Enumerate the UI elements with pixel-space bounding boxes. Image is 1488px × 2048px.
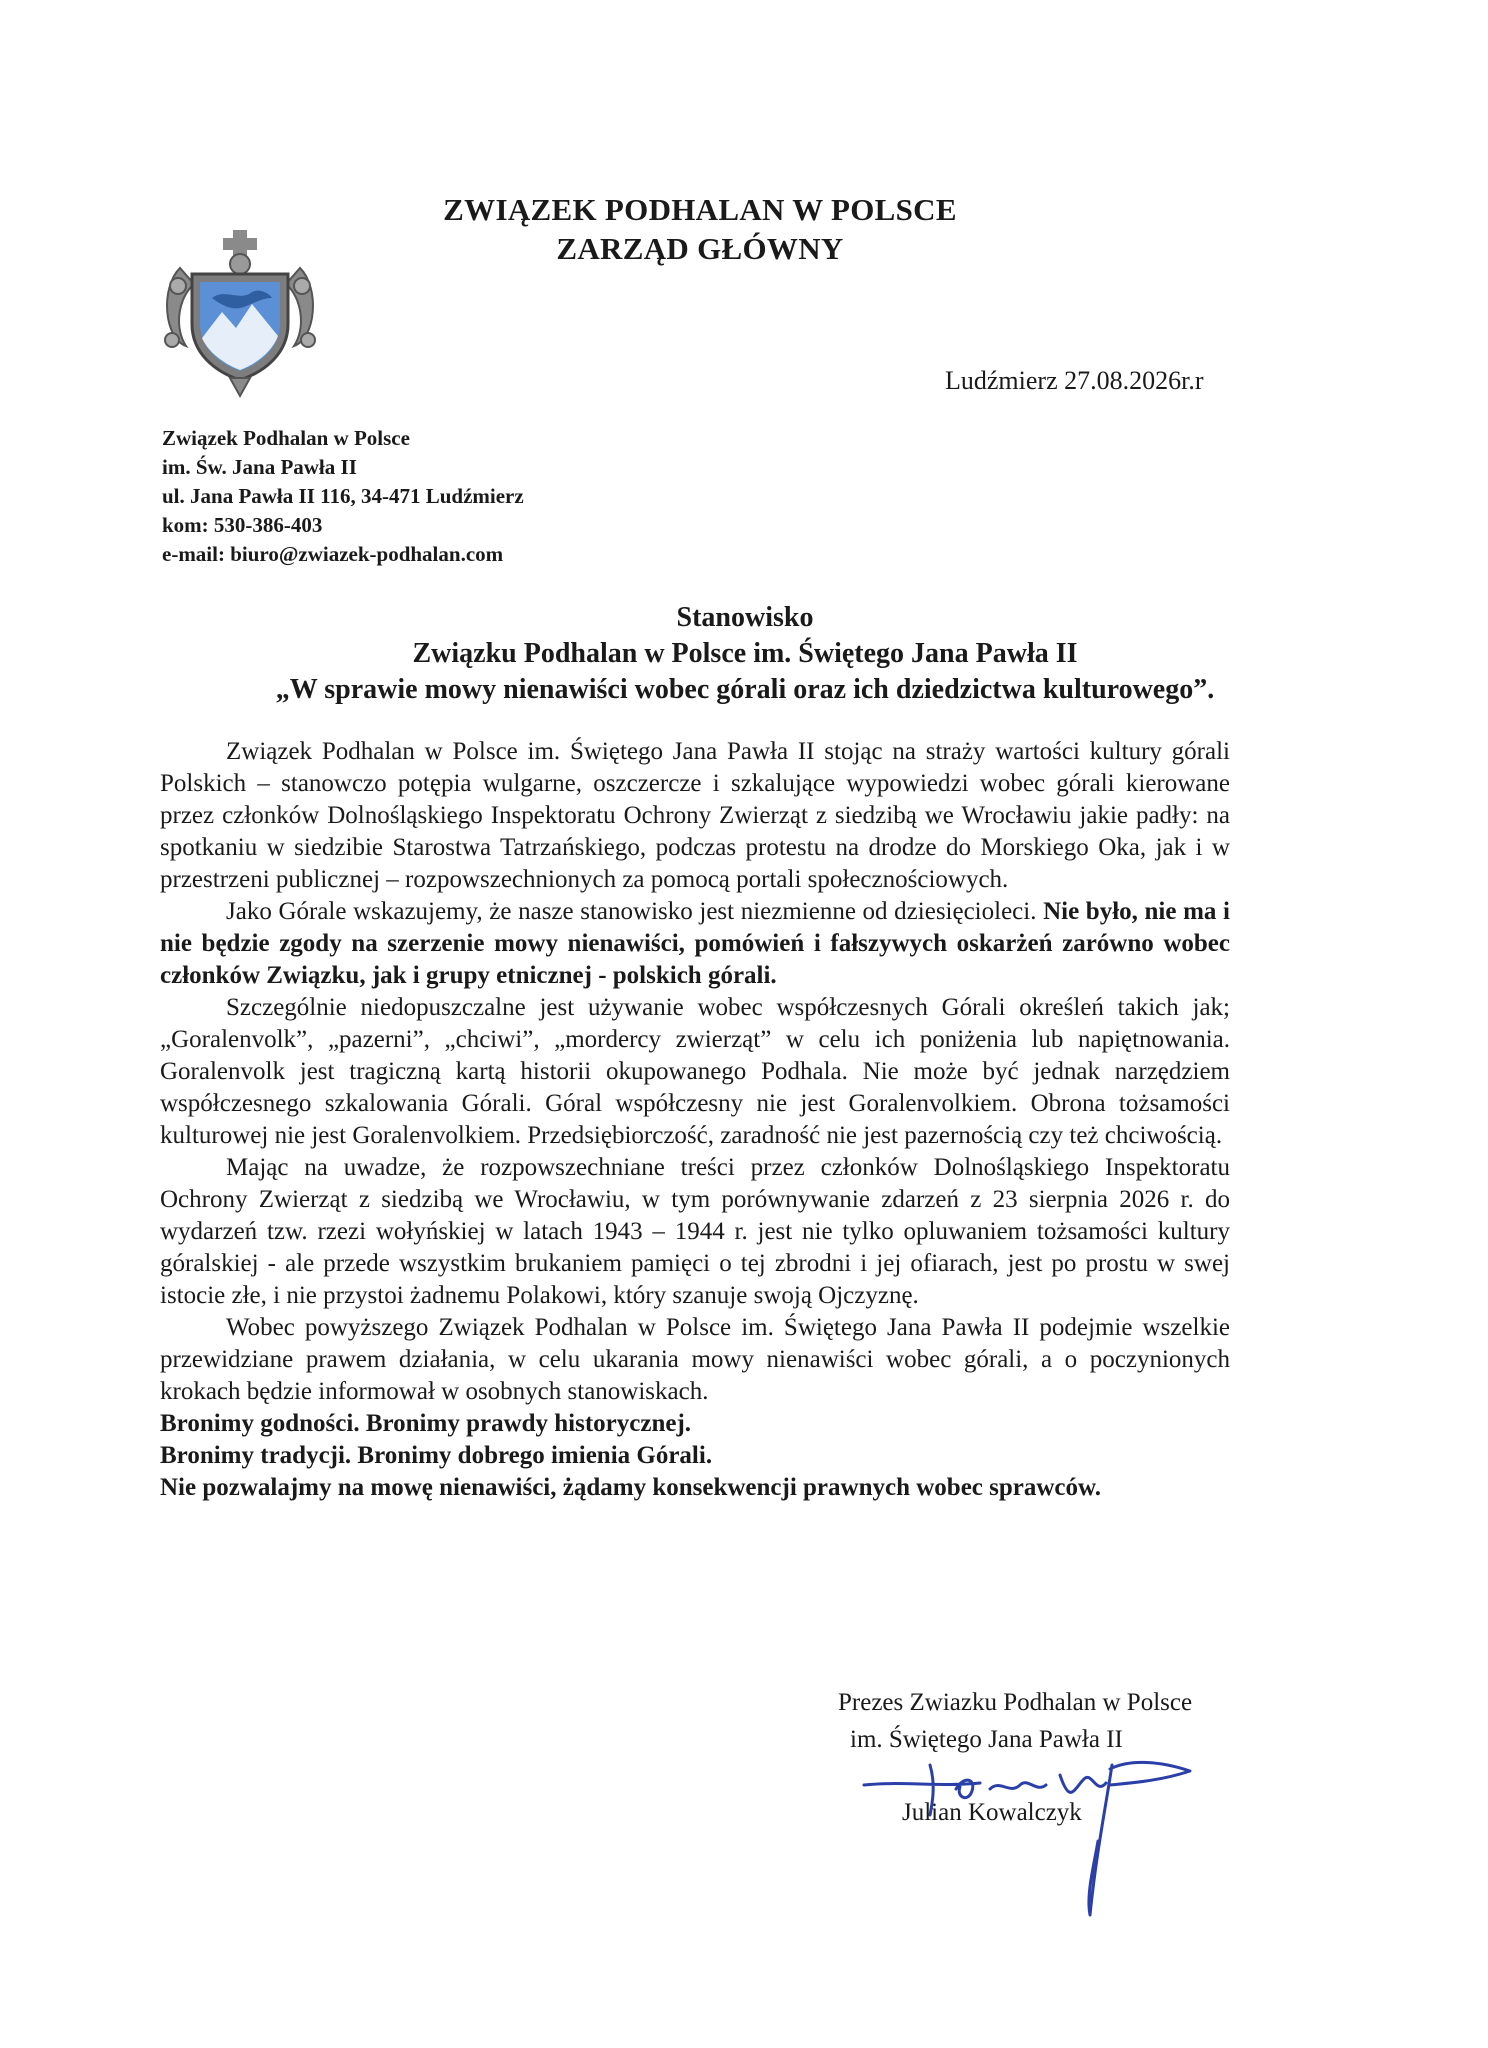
closing-line-2: Bronimy tradycji. Bronimy dobrego imienia Górali. bbox=[160, 1442, 713, 1469]
crest-logo-icon bbox=[160, 228, 320, 398]
closing-line-1: Bronimy godności. Bronimy prawdy historycznej. bbox=[160, 1410, 692, 1437]
sender-patron: im. Św. Jana Pawła II bbox=[162, 455, 357, 479]
signatory-patron: im. Świętego Jana Pawła II bbox=[850, 1726, 1123, 1753]
statement-heading bbox=[160, 600, 1330, 708]
closing-slogans bbox=[160, 1408, 1230, 1504]
signatory-name: Julian Kowalczyk bbox=[902, 1799, 1082, 1826]
sender-street: ul. Jana Pawła II 116, 34-471 Ludźmierz bbox=[162, 484, 524, 508]
statement-author: Związku Podhalan w Polsce im. Świętego Jana Pawła II bbox=[412, 638, 1078, 669]
sender-address-block bbox=[162, 424, 524, 569]
body-paragraph-4: Mając na uwadze, że rozpowszechniane treści przez członków Dolnośląskiego Inspektoratu Ochrony Zwierząt z siedzibą we Wrocławiu, w tym porównywanie zdarzeń z 23 sierpnia 2026 r. do wydarzeń tzw. rzezi wołyńskiej w latach 1943 – 1944 r. jest nie tylko opluwaniem tożsamości kultury góralskiej - ale przede wszystkim brukaniem pamięci o tej zbrodni i jej ofiarach, jest po prostu w swej istocie złe, i nie przystoi żadnemu Polakowi, który szanuje swoją Ojczyznę. bbox=[160, 1154, 1230, 1309]
closing-line-3: Nie pozwalajmy na mowę nienawiści, żądamy konsekwencji prawnych wobec sprawców. bbox=[160, 1474, 1101, 1501]
body-paragraph-1: Związek Podhalan w Polsce im. Świętego Jana Pawła II stojąc na straży wartości kultury górali Polskich – stanowczo potępia wulgarne, oszczercze i szkalujące wypowiedzi wobec górali kierowane przez członków Dolnośląskiego Inspektoratu Ochrony Zwierząt z siedzibą we Wrocławiu jakie padły: na spotkaniu w siedzibie Starostwa Tatrzańskiego, podczas protestu na drodze do Morskiego Oka, jak i w przestrzeni publicznej – rozpowszechnionych za pomocą portali społecznościowych. bbox=[160, 738, 1230, 893]
statement-title: Stanowisko bbox=[676, 602, 814, 633]
signatory-title: Prezes Zwiazku Podhalan w Polsce bbox=[838, 1689, 1193, 1716]
body-paragraph-2-emphasis: Nie było, nie ma i nie będzie zgody na szerzenie mowy nienawiści, pomówień i fałszywych oskarżeń zarówno wobec członków Związku, jak i grupy etnicznej - polskich górali. bbox=[160, 898, 1230, 989]
body-paragraph-5: Wobec powyższego Związek Podhalan w Polsce im. Świętego Jana Pawła II podejmie wszelkie przewidziane prawem działania, w celu ukarania mowy nienawiści wobec górali, a o poczynionych krokach będzie informował w osobnych stanowiskach. bbox=[160, 1314, 1230, 1405]
header-line-2: ZARZĄD GŁÓWNY bbox=[556, 231, 844, 266]
sender-phone: kom: 530-386-403 bbox=[162, 513, 323, 537]
sender-name: Związek Podhalan w Polsce bbox=[162, 426, 410, 450]
letter-body bbox=[160, 736, 1230, 1504]
statement-subject: „W sprawie mowy nienawiści wobec górali oraz ich dziedzictwa kulturowego”. bbox=[275, 674, 1215, 705]
header-line-1: ZWIĄZEK PODHALAN W POLSCE bbox=[443, 192, 957, 227]
sender-email: e-mail: biuro@zwiazek-podhalan.com bbox=[162, 542, 504, 566]
handwritten-signature-icon bbox=[860, 1745, 1220, 1925]
letter-date: Ludźmierz 27.08.2026r.r bbox=[945, 366, 1204, 395]
body-paragraph-3: Szczególnie niedopuszczalne jest używanie wobec współczesnych Górali określeń takich jak; „Goralenvolk”, „pazerni”, „chciwi”, „mordercy zwierząt” w celu ich poniżenia lub napiętnowania. Goralenvolk jest tragiczną kartą historii okupowanego Podhala. Nie może być jednak narzędziem współczesnego szkalowania Górali. Góral współczesny nie jest Goralenvolkiem. Obrona tożsamości kulturowej nie jest Goralenvolkiem. Przedsiębiorczość, zaradność nie jest pazernością czy też chciwością. bbox=[160, 994, 1230, 1149]
organization-header bbox=[380, 190, 1020, 268]
body-paragraph-2 bbox=[160, 896, 1230, 992]
body-paragraph-2-intro: Jako Górale wskazujemy, że nasze stanowisko jest niezmienne od dziesięcioleci. bbox=[226, 898, 1044, 925]
